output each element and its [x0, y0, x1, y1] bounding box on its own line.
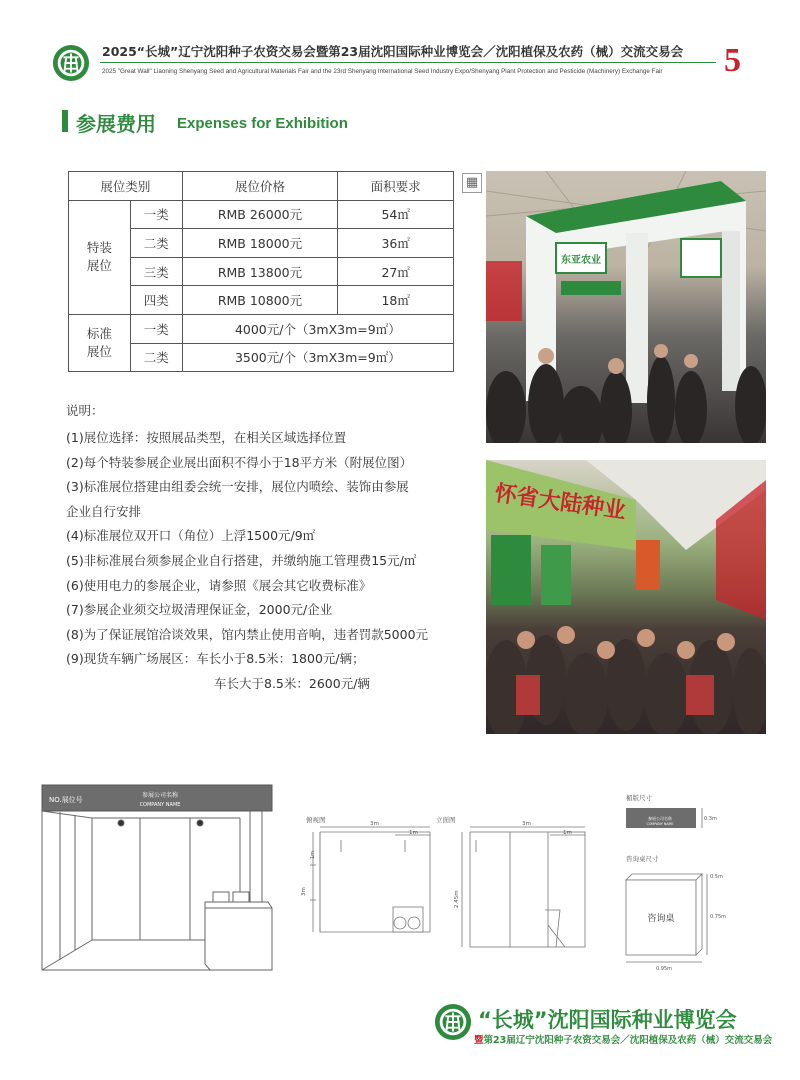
table-cell: 18㎡: [338, 286, 454, 315]
note-item: (6)使用电力的参展企业，请参照《展会其它收费标准》: [66, 577, 372, 593]
note-item: 企业自行安排: [66, 503, 142, 519]
header-title-en: 2025 "Great Wall" Liaoning Shenyang Seed and Agricultural Materials Fair and the 23rd Shenyang International Seed Industry Expo/Shenyang Plant Protection and Pesticide (Machinery) Exchange Fair: [102, 68, 663, 75]
special-booth-group-label: [69, 200, 131, 314]
fee-table: [68, 171, 454, 372]
desk-width-label: 0.95m: [656, 966, 673, 972]
table-cell: RMB 13800元: [182, 257, 338, 286]
notes-section: [66, 400, 476, 697]
plan-height-label: 3m: [301, 887, 307, 896]
table-cell: 三类: [130, 257, 182, 286]
desk-top-height-label: 0.5m: [710, 874, 723, 880]
crowd-photo: [486, 460, 766, 734]
plan-view-drawing: [310, 827, 430, 932]
table-cell: 一类: [130, 200, 182, 229]
elevation-width-label: 3m: [522, 821, 531, 827]
fascia-company-label: 参展公司名称: [648, 816, 672, 821]
note-item: 车长大于8.5米：2600元/辆: [214, 675, 370, 691]
expo-logo-icon: [52, 44, 90, 82]
note-item: (9)现货车辆广场展区：车长小于8.5米：1800元/辆；: [66, 651, 365, 667]
table-cell: 二类: [130, 343, 182, 372]
section-marker: [62, 110, 68, 132]
elevation-height-label: 2.45m: [454, 890, 460, 908]
elevation-view-title: 立面图: [436, 816, 456, 824]
elevation-view-drawing: [462, 827, 585, 947]
note-item: (7)参展企业须交垃圾清理保证金，2000元/企业: [66, 602, 333, 618]
plan-side-label: 1m: [310, 850, 316, 859]
group-label-line: 展位: [86, 344, 112, 360]
hall-banner-text: 怀省大陆种业: [493, 481, 628, 525]
crowd-photo-illustration: [486, 460, 766, 734]
footer-subtitle-text: 第23届辽宁沈阳种子农资交易会／沈阳植保及农药（械）交流交易会: [483, 1035, 773, 1046]
table-cell: 27㎡: [338, 257, 454, 286]
table-cell: RMB 18000元: [182, 229, 338, 258]
header-divider: [100, 62, 716, 63]
footer-brand-title: “长城”沈阳国际种业博览会: [478, 1008, 737, 1032]
table-cell: 36㎡: [338, 229, 454, 258]
note-item: (4)标准展位双开口（角位）上浮1500元/9㎡: [66, 528, 316, 544]
fascia-height-label: 0.3m: [704, 816, 717, 822]
group-label-line: 标准: [86, 326, 112, 342]
section-title-cn: 参展费用: [76, 112, 156, 136]
table-header-cell: 面积要求: [338, 172, 454, 201]
footer-logo-icon: [434, 1003, 472, 1041]
standard-booth-group-label: [69, 314, 131, 371]
company-name-cn-label: 参展公司名称: [141, 792, 179, 799]
footer-prefix: 暨: [474, 1035, 484, 1046]
table-cell: 4000元/个（3mX3m=9㎡）: [182, 314, 453, 343]
note-item: (1)展位选择：按照展品类型，在相关区域选择位置: [66, 430, 347, 445]
booth-photo: [486, 171, 766, 443]
table-header-cell: 展位价格: [182, 172, 338, 201]
fascia-company-en-label: COMPANY NAME: [646, 822, 674, 826]
fascia-size-title: 楣版尺寸: [626, 794, 652, 802]
image-view-icon[interactable]: ▦: [462, 173, 482, 193]
plan-view-title: 俯视图: [306, 816, 326, 824]
page-number: 5: [724, 42, 741, 79]
desk-label: 咨询桌: [647, 914, 675, 924]
booth-number-label: NO.展位号: [49, 796, 83, 804]
footer-brand-subtitle: [474, 1032, 772, 1046]
notes-title: 说明：: [66, 403, 104, 418]
table-row: [69, 200, 454, 229]
table-cell: 3500元/个（3mX3m=9㎡）: [182, 343, 453, 372]
elevation-1m-label: 1m: [563, 830, 572, 836]
booth-sign-text: 东亚农业: [561, 255, 601, 266]
note-item: (2)每个特装参展企业展出面积不得小于18平方米（附展位图）: [66, 454, 413, 470]
group-label-line: 特装: [86, 240, 112, 256]
company-name-en-label: COMPANY NAME: [139, 802, 181, 808]
booth-3d-drawing: [42, 785, 272, 970]
table-cell: 四类: [130, 286, 182, 315]
note-item: (3)标准展位搭建由组委会统一安排，展位内喷绘、装饰由参展: [66, 479, 409, 495]
note-item: (8)为了保证展馆洽谈效果，馆内禁止使用音响，违者罚款5000元: [66, 626, 429, 642]
section-title-en: Expenses for Exhibition: [177, 115, 348, 132]
table-header-row: [69, 172, 454, 201]
plan-width-label: 3m: [370, 821, 379, 827]
booth-diagrams: [0, 760, 800, 990]
desk-height-label: 0.75m: [710, 914, 727, 920]
header-title-cn: 2025“长城”辽宁沈阳种子农资交易会暨第23届沈阳国际种业博览会／沈阳植保及农药（械）交流交易会: [102, 44, 684, 59]
group-label-line: 展位: [86, 258, 112, 274]
table-cell: 二类: [130, 229, 182, 258]
table-cell: RMB 26000元: [182, 200, 338, 229]
table-cell: 一类: [130, 314, 182, 343]
page-header: [0, 0, 800, 92]
desk-size-title: 咨询桌尺寸: [626, 855, 659, 863]
table-cell: 54㎡: [338, 200, 454, 229]
table-header-cell: 展位类别: [69, 172, 183, 201]
table-cell: RMB 10800元: [182, 286, 338, 315]
note-item: (5)非标准展台须参展企业自行搭建，并缴纳施工管理费15元/㎡: [66, 552, 417, 568]
booth-photo-illustration: [486, 171, 766, 443]
table-row: [69, 314, 454, 343]
plan-1m-label: 1m: [409, 830, 418, 836]
